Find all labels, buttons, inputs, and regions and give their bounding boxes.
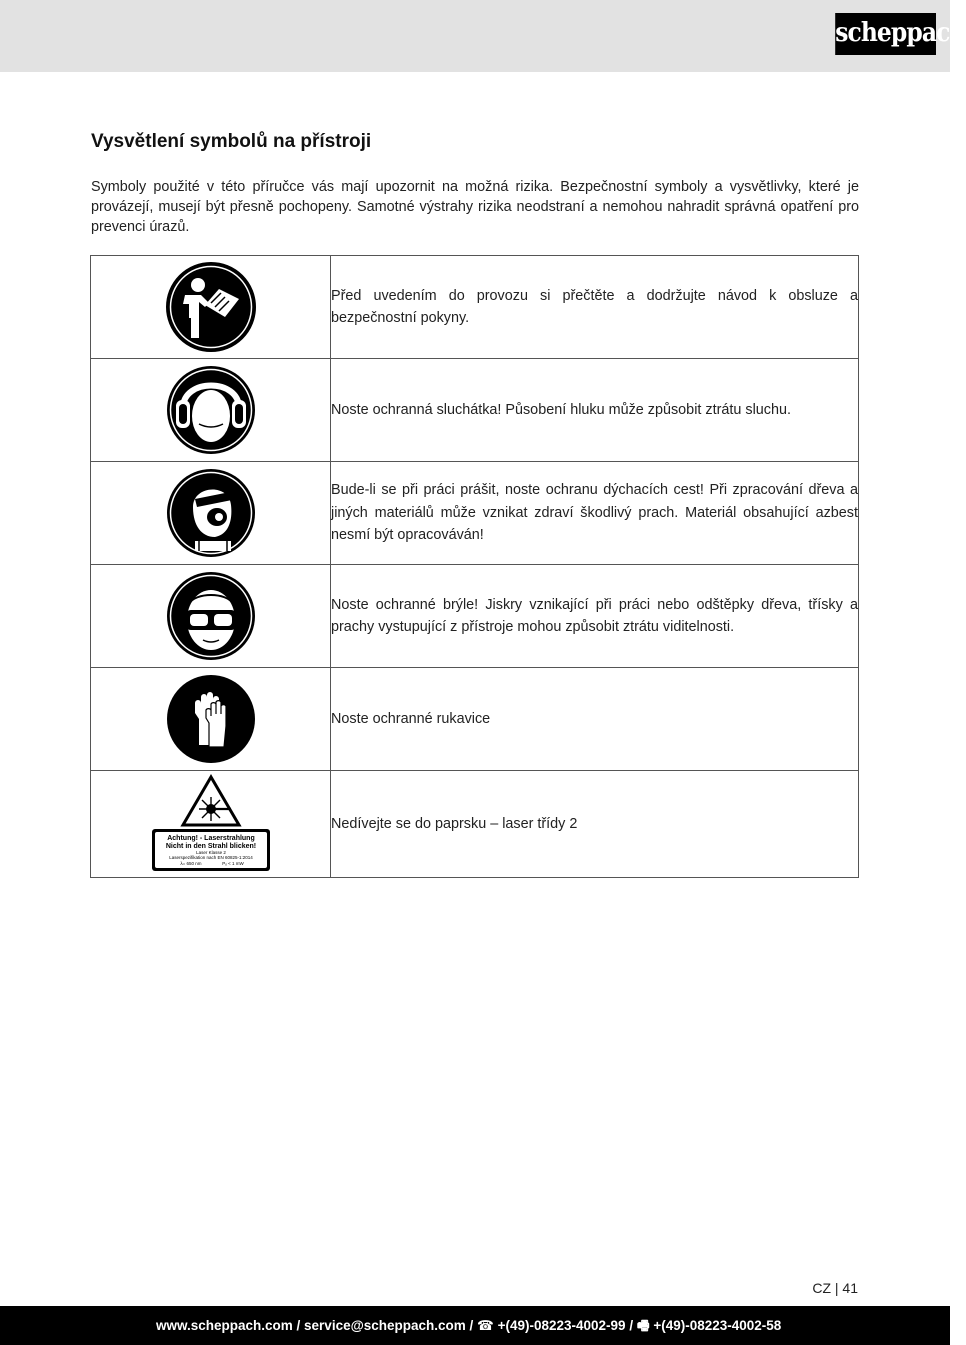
ear-protection-icon — [165, 364, 257, 456]
footer-contact: www.scheppach.com / service@scheppach.com / ☎ +(49)-08223-4002-99 / 🖷 +(49)-08223-4002-58 — [156, 1318, 782, 1333]
table-row — [91, 771, 859, 878]
symbol-description: Noste ochranné rukavice — [331, 668, 859, 771]
gloves-icon — [165, 673, 257, 765]
icon-cell — [91, 256, 331, 359]
intro-paragraph: Symboly použité v této příručce vás mají upozornit na možná rizika. Bezpečnostní symboly a vysvětlivky, které je provázejí, musejí být přesně pochopeny. Samotné výstrahy rizika neodstraní a nemohou nahradit správná opatření pro prevenci úrazů. — [91, 179, 859, 235]
symbol-description: Noste ochranné brýle! Jiskry vznikající při práci nebo odštěpky dřeva, třísky a prachy vystupující z přístroje mohou způsobit ztrátu viditelnosti. — [331, 565, 859, 668]
table-row — [91, 668, 859, 771]
page-footer — [0, 1306, 950, 1345]
laser-label-line3: Laser Klasse 2 — [195, 850, 226, 855]
brand-logo: scheppach — [835, 13, 936, 55]
laser-warning-icon — [151, 775, 271, 873]
laser-label-power: Pₒ < 1 mW — [221, 861, 244, 866]
page-number: CZ | 41 — [812, 1280, 858, 1296]
symbol-description: Nedívejte se do paprsku – laser třídy 2 — [331, 771, 859, 878]
laser-label-line1: Achtung! - Laserstrahlung — [166, 835, 255, 842]
symbol-description: Před uvedením do provozu si přečtěte a dodržujte návod k obsluze a bezpečnostní pokyny. — [331, 256, 859, 359]
respirator-icon — [165, 467, 257, 559]
icon-cell — [91, 462, 331, 565]
table-row — [91, 256, 859, 359]
symbol-description: Bude-li se při práci prášit, noste ochranu dýchacích cest! Při zpracování dřeva a jiných materiálů může vznikat zdraví škodlivý prach. Materiál obsahující azbest nesmí být opracováván! — [331, 462, 859, 565]
icon-cell — [91, 771, 331, 878]
table-row — [91, 462, 859, 565]
table-row — [91, 565, 859, 668]
laser-label-line4: Laserspezifikation nach EN 60825-1:2014 — [168, 855, 253, 860]
section-title: Vysvětlení symbolů na přístroji — [91, 131, 372, 152]
table-row — [91, 359, 859, 462]
laser-label-wavelength: λ= 650 nm — [179, 861, 202, 866]
symbols-table — [90, 255, 859, 878]
read-manual-icon — [165, 261, 257, 353]
icon-cell — [91, 359, 331, 462]
icon-cell — [91, 565, 331, 668]
symbol-description: Noste ochranná sluchátka! Působení hluku může způsobit ztrátu sluchu. — [331, 359, 859, 462]
laser-label-line2: Nicht in den Strahl blicken! — [165, 843, 256, 850]
safety-goggles-icon — [165, 570, 257, 662]
icon-cell — [91, 668, 331, 771]
page-header — [0, 0, 966, 72]
